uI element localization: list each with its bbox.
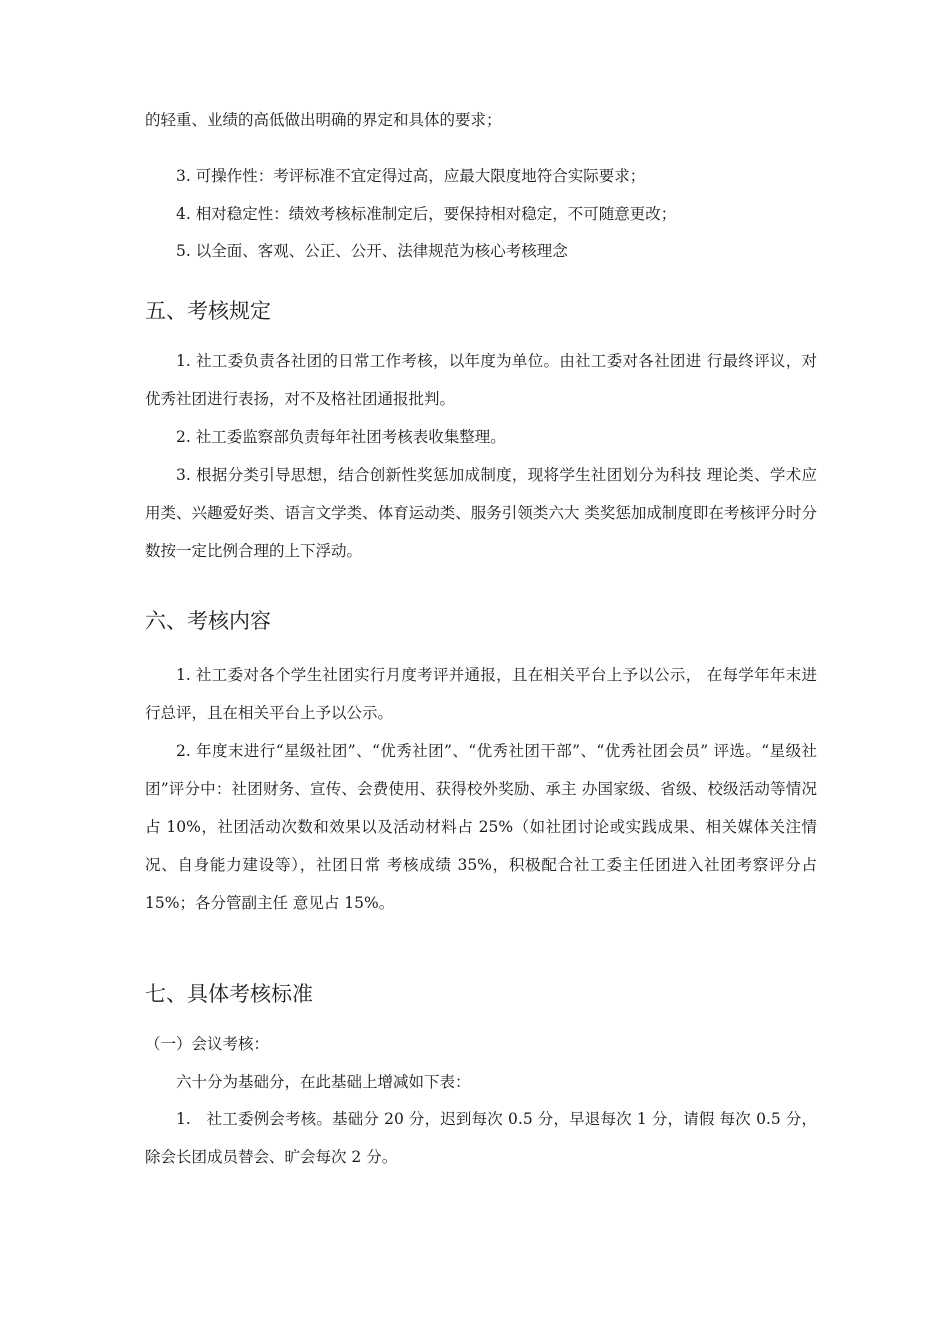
section5-item-1: 1. 社工委负责各社团的日常工作考核，以年度为单位。由社工委对各社团进 行最终评议，对优秀社团进行表扬，对不及格社团通报批判。 (145, 352, 817, 408)
paragraph-item-4: 4. 相对稳定性：绩效考核标准制定后，要保持相对稳定，不可随意更改； (176, 205, 677, 223)
section-heading-5: 五、考核规定 (145, 299, 271, 323)
section7-item-1: 1. 社工委例会考核。基础分 20 分，迟到每次 0.5 分，早退每次 1 分，请假 每次 0.5 分，除会长团成员替会、旷会每次 2 分。 (145, 1110, 817, 1166)
section6-item-1: 1. 社工委对各个学生社团实行月度考评并通报，且在相关平台上予以公示， 在每学年年末进行总评，且在相关平台上予以公示。 (145, 666, 817, 722)
paragraph-item-3: 3. 可操作性：考评标准不宜定得过高，应最大限度地符合实际要求； (176, 167, 646, 185)
section5-item-2: 2. 社工委监察部负责每年社团考核表收集整理。 (176, 428, 506, 446)
section-heading-6: 六、考核内容 (145, 609, 271, 633)
subsection-heading-meeting: （一）会议考核： (145, 1035, 270, 1053)
base-score-paragraph: 六十分为基础分，在此基础上增减如下表： (176, 1073, 471, 1091)
paragraph-item-5: 5. 以全面、客观、公正、公开、法律规范为核心考核理念 (176, 242, 568, 260)
paragraph-continuation: 的轻重、业绩的高低做出明确的界定和具体的要求； (145, 111, 502, 129)
section5-item-3: 3. 根据分类引导思想，结合创新性奖惩加成制度，现将学生社团划分为科技 理论类、学术应用类、兴趣爱好类、语言文学类、体育运动类、服务引领类六大 类奖惩加成制度即在考核评分时分数按一定比例合理的上下浮动。 (145, 466, 817, 560)
section6-item-2: 2. 年度末进行“星级社团”、“优秀社团”、“优秀社团干部”、“优秀社团会员” 评选。“星级社团”评分中：社团财务、宣传、会费使用、获得校外奖励、承主 办国家级、省级、校级活动等情况占 10%，社团活动次数和效果以及活动材料占 25%（如社团讨论或实践成果、相关媒体关注情况、自身能力建设等），社团日常 考核成绩 35%，积极配合社工委主任团进入社团考察评分占 15%；各分管副主任 意见占 15%。 (145, 742, 817, 912)
section-heading-7: 七、具体考核标准 (145, 982, 313, 1006)
